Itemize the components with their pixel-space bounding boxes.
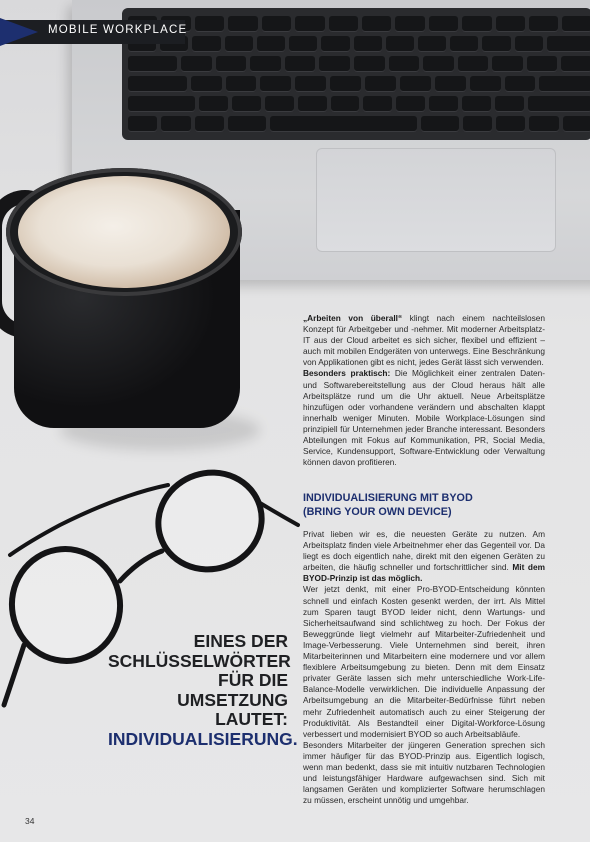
- page-number: 34: [25, 816, 35, 826]
- pull-quote-line-5: INDIVIDUALISIERUNG.: [108, 728, 298, 749]
- key-row: [128, 96, 590, 112]
- intro-lead-1: „Arbeiten von überall“: [303, 313, 403, 323]
- body-paragraph-2: Wer jetzt denkt, mit einer Pro-BYOD-Entscheidung könnten schnell und einfach Kosten gesenkt werden, der irrt. Als Mittel zum Sparen taugt BYOD leider nicht, denn Wartungs- und Sicherheitsaufwand sind schlichtweg zu hoch. Der Fokus der Beweggründe liegt vielmehr auf Mitarbeiter-Zufriedenheit und Image-Verbesserung. Viele Unternehmen sind bereit, ihren Mitarbeiterinnen und Mitarbeitern eine modernere und vor allem flexiblere Arbeitsumgebung zu bieten. Denn mit dem Einsatz privater Geräte lassen sich mehr unterschiedliche Work-Life-Balance-Modelle verwirklichen. Die individuelle Anpassung der Arbeitsumgebung an die Mitarbeiter-Bedürfnisse führt neben mehr Zufriedenheit automatisch auch zu einer Steigerung der Produktivität. Als Bestandteil einer Digital-Workforce-Lösung verbessert und modernisiert BYOD so auch Arbeitsabläufe.: [303, 584, 545, 739]
- intro-paragraph-2: [303, 368, 545, 468]
- body-bold-1: Mit dem BYOD-Prinzip ist das möglich.: [303, 562, 545, 584]
- body-text: [303, 529, 545, 806]
- keyboard-image: [122, 8, 590, 140]
- trackpad-image: [316, 148, 556, 252]
- section-heading: [303, 491, 553, 519]
- body-text-1: Privat lieben wir es, die neuesten Geräte zu nutzen. Am Arbeitsplatz finden viele Arbeitnehmer eher das Gegenteil vor. Da liegt es doch eigentlich nahe, direkt mit den eigenen Geräten zu arbeiten, die häufig schneller und fortschrittlicher sind.: [303, 529, 545, 573]
- intro-text-2: Die Möglichkeit einer zentralen Daten- und Softwarebereitstellung aus der Cloud heraus hält alle Arbeitsplätze rund um die Uhr aktuell. Neue Arbeitsplätze hinzufügen oder vorhandene verändern und abschalten klappt innerhalb weniger Minuten. Mobile Workplace-Lösungen sind prinzipiell für Unternehmen jeder Branche interessant. Besonders Abteilungen mit Fokus auf Kommunikation, PR, Social Media, Service, Kundensupport, Software-Entwicklung oder Verwaltung können davon profitieren.: [303, 368, 546, 468]
- pull-quote: [108, 631, 298, 749]
- body-paragraph-3: Besonders Mitarbeiter der jüngeren Generation sprechen sich immer häufiger für das BYOD-Prinzip aus. Eigentlich logisch, wenn man bedenkt, dass sie mit intuitiv nutzbaren Technologien und leistungsfähiger Hardware aufgewachsen sind. Sich mit langsamen Geräten und komplizierter Software herumschlagen zu müssen, erscheint unnötig und umgehbar.: [303, 739, 545, 806]
- intro-text-1: klingt nach einem nachteilslosen Konzept für Arbeitgeber und -nehmer. Mit moderner Arbeitsplatz-IT aus der Cloud arbeitet es sich sicher, flexibel und effizient – auch mit mobilen Endgeräten von unterwegs. Eine Beschränkung von Applikationen gibt es nicht, jedes Gerät lässt sich verwenden.: [303, 313, 545, 368]
- coffee-foam: [18, 176, 230, 288]
- section-heading-line-1: INDIVIDUALISIERUNG MIT BYOD: [303, 492, 473, 504]
- triangle-arrow-icon: [0, 18, 38, 46]
- section-heading-line-2: (BRING YOUR OWN DEVICE): [303, 506, 452, 518]
- pull-quote-line-2: SCHLÜSSELWÖRTER: [108, 650, 291, 671]
- intro-lead-2: Besonders praktisch:: [303, 368, 391, 379]
- body-paragraph-1: [303, 529, 545, 584]
- section-header-title: MOBILE WORKPLACE: [48, 24, 188, 36]
- intro-text: [303, 313, 545, 468]
- key-row: [128, 76, 590, 92]
- pull-quote-line-4: LAUTET:: [215, 709, 288, 729]
- key-row: [128, 36, 590, 52]
- pull-quote-line-1: EINES DER: [193, 631, 288, 651]
- key-row: [128, 116, 590, 132]
- pull-quote-line-3: FÜR DIE UMSETZUNG: [177, 670, 288, 710]
- key-row: [128, 16, 590, 32]
- key-row: [128, 56, 590, 72]
- intro-paragraph-1: [303, 313, 545, 368]
